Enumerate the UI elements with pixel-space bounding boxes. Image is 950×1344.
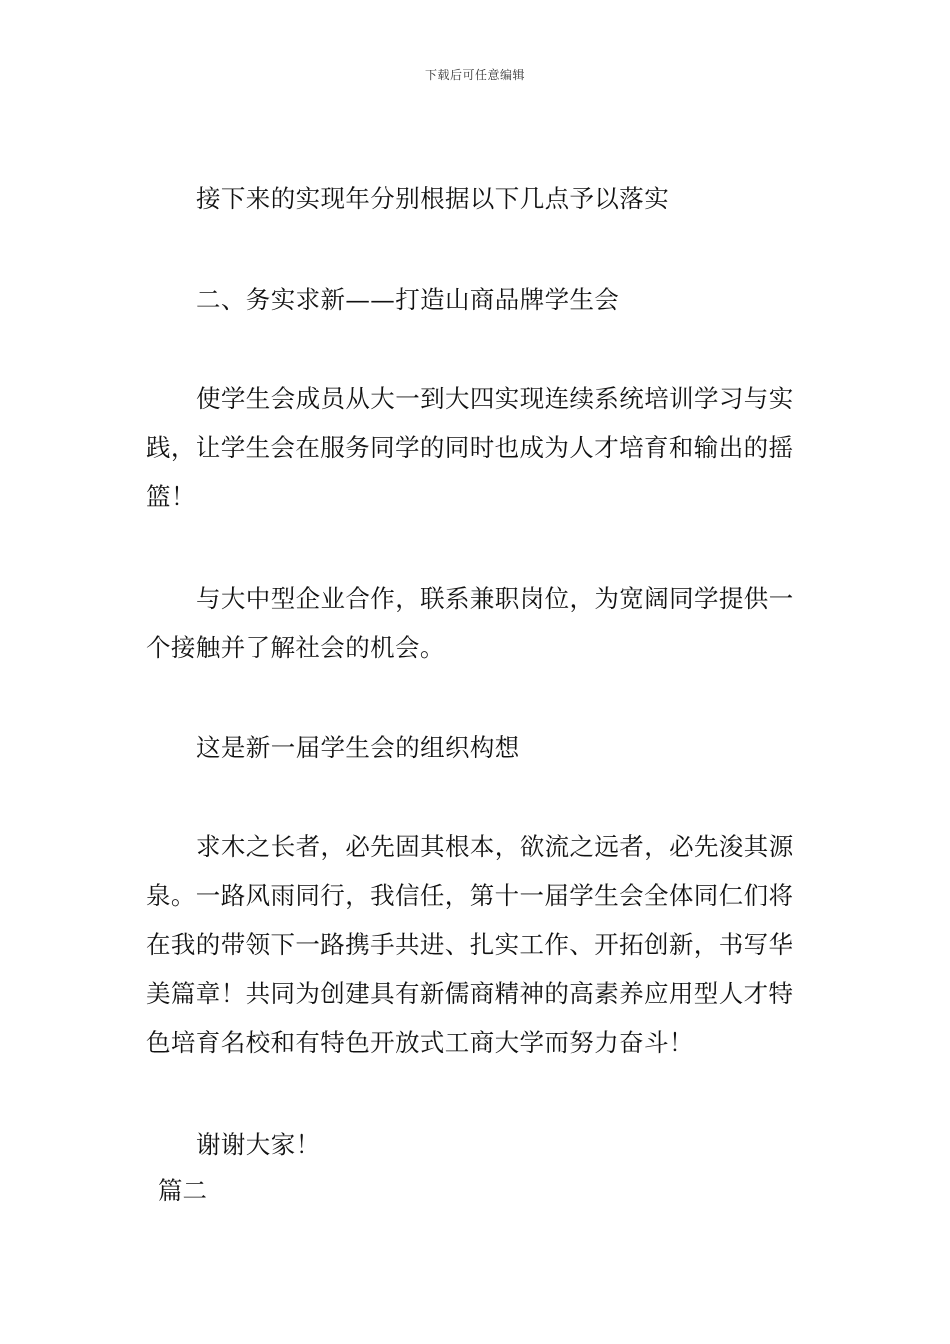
paragraph-enterprise-cooperation: 与大中型企业合作，联系兼职岗位，为宽阔同学提供一个接触并了解社会的机会。 [146, 584, 794, 662]
paragraph-thanks: 谢谢大家！ [196, 1130, 321, 1159]
section-mark: 篇二 [158, 1176, 207, 1205]
paragraph-section-heading: 二、务实求新——打造山商品牌学生会 [196, 285, 620, 314]
page-header: 下载后可任意编辑 [424, 68, 525, 82]
paragraph-organization-concept: 这是新一届学生会的组织构想 [196, 733, 520, 762]
paragraph-closing-vision: 求木之长者，必先固其根本，欲流之远者，必先浚其源泉。一路风雨同行，我信任，第十一届学生会全体同仁们将在我的带领下一路携手共进、扎实工作、开拓创新，书写华美篇章！共同为创建具有新儒商精神的高素养应用型人才特色培育名校和有特色开放式工商大学而努力奋斗！ [146, 832, 794, 1057]
paragraph-implementation-intro: 接下来的实现年分别根据以下几点予以落实 [196, 184, 670, 213]
paragraph-training: 使学生会成员从大一到大四实现连续系统培训学习与实践，让学生会在服务同学的同时也成为人才培育和输出的摇篮！ [146, 384, 794, 511]
